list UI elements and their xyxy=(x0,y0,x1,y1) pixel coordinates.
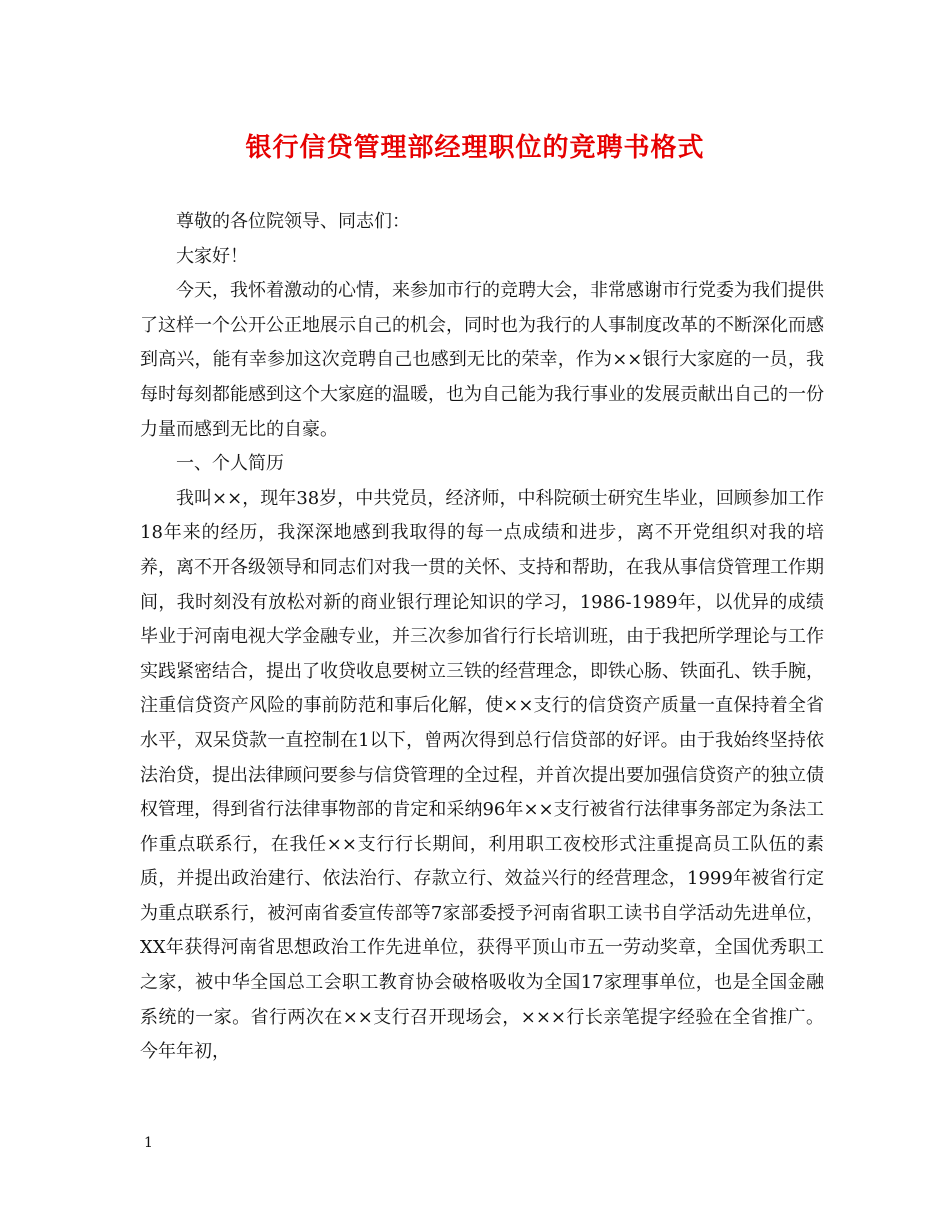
document-title: 银行信贷管理部经理职位的竞聘书格式 xyxy=(245,133,705,163)
resume-paragraph: 我叫××，现年38岁，中共党员，经济师，中科院硕士研究生毕业，回顾参加工作18年来的经历，我深深地感到我取得的每一点成绩和进步，离不开党组织对我的培养，离不开各级领导和同志们对我一贯的关怀、支持和帮助，在我从事信贷管理工作期间，我时刻没有放松对新的商业银行理论知识的学习，1986-1989年，以优异的成绩毕业于河南电视大学金融专业，并三次参加省行行长培训班，由于我把所学理论与工作实践紧密结合，提出了收贷收息要树立三铁的经营理念，即铁心肠、铁面孔、铁手腕，注重信贷资产风险的事前防范和事后化解，使××支行的信贷资产质量一直保持着全省水平，双呆贷款一直控制在1以下，曾两次得到总行信贷部的好评。由于我始终坚持依法治贷，提出法律顾问要参与信贷管理的全过程，并首次提出要加强信贷资产的独立债权管理，得到省行法律事物部的肯定和采纳96年××支行被省行法律事务部定为条法工作重点联系行，在我任××支行行长期间，利用职工夜校形式注重提高员工队伍的素质，并提出政治建行、依法治行、存款立行、效益兴行的经营理念，1999年被省行定为重点联系行，被河南省委宣传部等7家部委授予河南省职工读书自学活动先进单位，XX年获得河南省思想政治工作先进单位，获得平顶山市五一劳动奖章，全国优秀职工之家，被中华全国总工会职工教育协会破格吸收为全国17家理事单位，也是全国金融系统的一家。省行两次在××支行召开现场会，×××行长亲笔提字经验在全省推广。今年年初， xyxy=(140,487,824,1063)
intro-paragraph: 今天，我怀着激动的心情，来参加市行的竞聘大会，非常感谢市行党委为我们提供了这样一个公开公正地展示自己的机会，同时也为我行的人事制度改革的不断深化而感到高兴，能有幸参加这次竞聘自己也感到无比的荣幸，作为××银行大家庭的一员，我每时每刻都能感到这个大家庭的温暖，也为自己能为我行事业的发展贡献出自己的一份力量而感到无比的自豪。 xyxy=(140,280,824,440)
document-body xyxy=(140,205,824,1070)
page-number: 1 xyxy=(144,1135,153,1151)
section-heading: 一、个人简历 xyxy=(176,453,284,475)
salutation: 尊敬的各位院领导、同志们： xyxy=(176,211,410,232)
greeting: 大家好！ xyxy=(176,245,248,267)
